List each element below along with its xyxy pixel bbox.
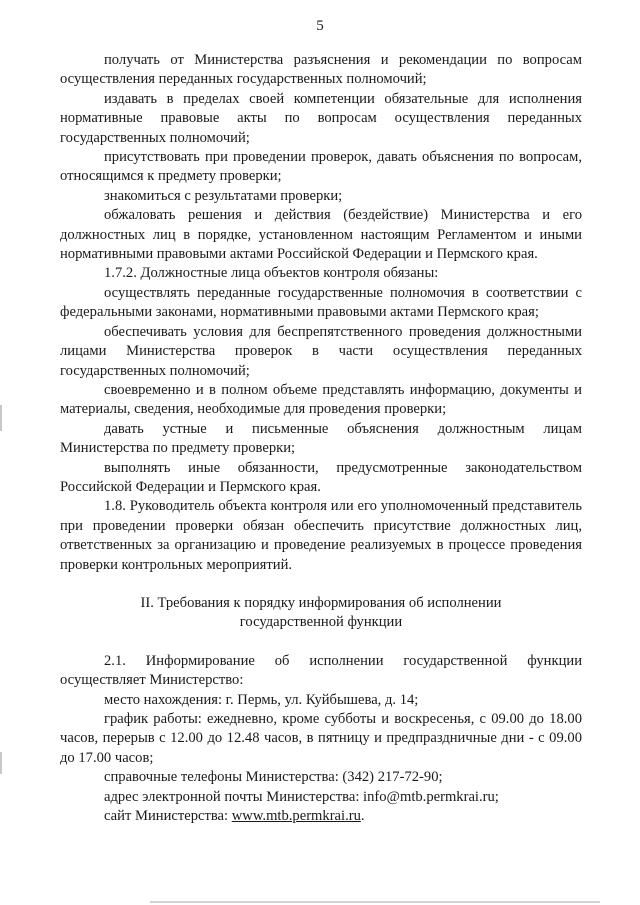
section-heading-line-2: государственной функции — [239, 614, 403, 631]
scan-bottom-edge — [150, 901, 600, 903]
paragraph-rights-appeal: обжаловать решения и действия (бездействие) Министерства и его должностных лиц в порядке, установленном настоящим Регламентом и иными нормативными правовыми актами Российской Федерации и Пермского края. — [60, 207, 582, 263]
paragraph-email: адрес электронной почты Министерства: info@mtb.permkrai.ru; — [104, 788, 499, 805]
section-heading — [60, 594, 582, 633]
scan-edge-mark — [0, 752, 2, 774]
paragraph-duties-give-explanations: давать устные и письменные объяснения должностным лицам Министерства по предмету проверки; — [60, 420, 582, 457]
paragraph-rights-issue-acts: издавать в пределах своей компетенции обязательные для исполнения нормативные правовые акты по вопросам осуществления переданных государственных полномочий; — [60, 90, 582, 146]
website-link[interactable]: www.mtb.permkrai.ru — [231, 808, 361, 825]
paragraph-phones: справочные телефоны Министерства: (342) 217-72-90; — [104, 769, 443, 786]
paragraph-website — [60, 807, 582, 826]
paragraph-duties-exercise-powers: осуществлять переданные государственные полномочия в соответствии с федеральными законами, нормативными правовыми актами Пермского края; — [60, 284, 582, 321]
paragraph-duties-provide-information: своевременно и в полном объеме представлять информацию, документы и материалы, сведения, необходимые для проведения проверки; — [60, 381, 582, 418]
paragraph-1-7-2-heading: 1.7.2. Должностные лица объектов контроля обязаны: — [104, 265, 439, 282]
paragraph-work-schedule: график работы: ежедневно, кроме субботы и воскресенья, с 09.00 до 18.00 часов, перерыв с 12.00 до 12.48 часов, в пятницу и предпраздничные дни - с 09.00 до 17.00 часов; — [60, 711, 582, 766]
paragraph-2-1: 2.1. Информирование об исполнении государственной функции осуществляет Министерство: — [60, 652, 582, 689]
paragraph-rights-clarifications: получать от Министерства разъяснения и рекомендации по вопросам осуществления переданных государственных полномочий; — [60, 52, 582, 88]
page-number: 5 — [316, 18, 324, 34]
website-suffix: . — [360, 808, 365, 825]
paragraph-duties-provide-conditions: обеспечивать условия для беспрепятственного проведения должностными лицами Министерства проверок в части осуществления переданных государственных полномочий; — [60, 323, 582, 379]
paragraph-rights-review-results: знакомиться с результатами проверки; — [104, 187, 343, 204]
section-heading-line-1: II. Требования к порядку информирования об исполнении — [140, 594, 502, 611]
paragraph-rights-attend-inspections: присутствовать при проведении проверок, давать объяснения по вопросам, относящимся к предмету проверки; — [60, 149, 582, 185]
paragraph-duties-other: выполнять иные обязанности, предусмотренные законодательством Российской Федерации и Пермского края. — [60, 459, 582, 495]
document-body — [60, 51, 582, 826]
scan-edge-mark — [0, 405, 2, 431]
paragraph-location: место нахождения: г. Пермь, ул. Куйбышева, д. 14; — [104, 691, 419, 708]
website-prefix: сайт Министерства: — [104, 808, 232, 825]
paragraph-1-8: 1.8. Руководитель объекта контроля или его уполномоченный представитель при проведении проверки обязан обеспечить присутствие должностных лиц, ответственных за организацию и проведение реализуемых в процессе проведения проверки контрольных мероприятий. — [60, 498, 582, 573]
